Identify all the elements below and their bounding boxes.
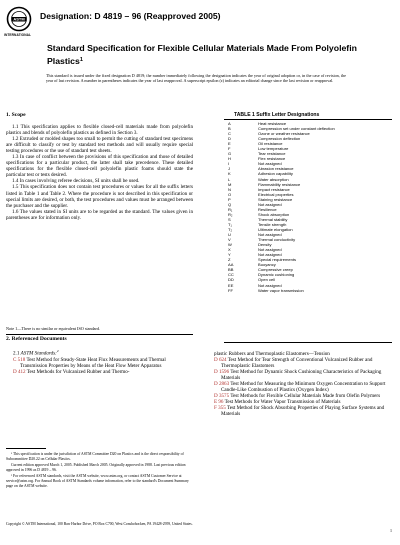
suffix-letter: R₁ bbox=[228, 206, 233, 212]
designation: Designation: D 4819 – 96 (Reapproved 2005) bbox=[40, 11, 221, 21]
suffix-letter: R₂ bbox=[228, 211, 233, 217]
reference-text: Test Method for Shock Absorbing Properties of Playing Surface Systems and Materials bbox=[221, 405, 385, 418]
property-name: Abrasion resistance bbox=[258, 166, 294, 172]
reference-text: Test Method for Measuring the Minimum Oxygen Concentration to Support Candle-Like Combustion of Plastics (Oxygen Index) bbox=[221, 381, 386, 394]
reference-link[interactable]: F 355 bbox=[214, 405, 226, 412]
reference-item bbox=[13, 368, 193, 375]
footnote: Current edition approved March 1, 2005. Published March 2005. Originally approved in 1988. Last previous edition approved in 1996 as D 4819 – 96. bbox=[6, 463, 186, 473]
suffix-letter: BB bbox=[228, 267, 234, 273]
suffix-letter: Z bbox=[228, 257, 231, 263]
table-bottom-rule bbox=[224, 342, 392, 343]
property-name: Flammability resistance bbox=[258, 181, 301, 187]
suffix-letter: FF bbox=[228, 287, 233, 293]
property-name: Water vapor transmission bbox=[258, 287, 304, 293]
suffix-letter: DD bbox=[228, 277, 234, 283]
suffix-letter: Q bbox=[228, 201, 232, 207]
suffix-letter: Y bbox=[228, 252, 231, 258]
paragraph: 1.4 In cases involving referee decisions, SI units shall be used. bbox=[12, 178, 140, 185]
suffix-letter: U bbox=[228, 232, 231, 238]
suffix-letter: S bbox=[228, 216, 231, 222]
property-name: Impact resistance bbox=[258, 186, 290, 192]
property-name: Tear resistance bbox=[258, 151, 286, 157]
property-name: Ultimate elongation bbox=[258, 226, 293, 232]
footnote-divider bbox=[6, 448, 46, 449]
suffix-letter: J bbox=[228, 166, 231, 172]
reference-item bbox=[214, 405, 394, 418]
reference-subheading bbox=[13, 348, 193, 357]
suffix-letter: CC bbox=[228, 272, 234, 278]
property-name: Open cell bbox=[258, 277, 276, 283]
reference-item bbox=[214, 357, 394, 370]
table-row bbox=[224, 288, 392, 293]
reference-text: Test Method for Steady-State Heat Flux Measurements and Thermal Transmission Properties by Means of the Heat Flow Meter Apparatus bbox=[20, 356, 166, 369]
property-name: Low temperature bbox=[258, 146, 289, 152]
suffix-letter: AA bbox=[228, 262, 234, 268]
property-name: Not assigned bbox=[258, 247, 282, 253]
suffix-letter: H bbox=[228, 156, 231, 162]
property-name: Compressive creep bbox=[258, 267, 293, 273]
suffix-letter: F bbox=[228, 146, 231, 152]
property-name: Adhesion capability bbox=[258, 171, 293, 177]
property-name: Thermal conductivity bbox=[258, 237, 296, 243]
suffix-letter: G bbox=[228, 151, 232, 157]
reference-item bbox=[214, 369, 394, 382]
property-name: Heat resistance bbox=[258, 121, 287, 126]
property-name: Staining resistance bbox=[258, 196, 293, 202]
logo-text: INTERNATIONAL bbox=[4, 33, 32, 37]
reference-item bbox=[214, 381, 394, 394]
property-name: Compression deflection bbox=[258, 136, 301, 142]
footnotes bbox=[6, 452, 193, 490]
copyright: Copyright © ASTM International, 100 Barr Harbor Drive, PO Box C700, West Conshohocken, PA 19428-2959, United States. bbox=[6, 522, 193, 526]
reference-text: plastic Rubbers and Thermoplastic Elastomers—Tension bbox=[214, 351, 330, 357]
reference-link[interactable]: D 2863 bbox=[214, 381, 230, 388]
suffix-letter: N bbox=[228, 186, 231, 192]
page-number: 1 bbox=[390, 528, 392, 533]
suffix-letter: P bbox=[228, 196, 231, 202]
reference-text: Test Methods for Vulcanized Rubber and Thermo- bbox=[26, 368, 130, 375]
footnote: ² For referenced ASTM standards, visit the ASTM website, www.astm.org, or contact ASTM Customer Service at service@astm.org. For Annual Book of ASTM Standards volume information, refer to the standard's Document Summary page on the ASTM website. bbox=[6, 474, 189, 489]
property-name: Shock absorption bbox=[258, 211, 290, 217]
property-name: Water absorption bbox=[258, 176, 289, 182]
footnote-mark: 2 bbox=[56, 349, 59, 353]
suffix-letter: O bbox=[228, 191, 232, 197]
reference-text: ASTM Standards: bbox=[20, 350, 57, 357]
footnote: ¹ This specification is under the jurisdiction of ASTM Committee D20 on Plastics and is the direct responsibility of Subcommittee D20.22 on Cellular Plastics. bbox=[6, 452, 184, 461]
references-left bbox=[6, 348, 193, 375]
note: Note 1—There is no similar or equivalent ISO standard. bbox=[6, 326, 101, 331]
paragraph: 1.3 In case of conflict between the provisions of this specification and those of detailed specifications for a particular product, the latter shall take precedence. These detailed specifications for the flexible closed-cell polyolefin plastic foams should state the particular test or tests desired. bbox=[6, 154, 193, 179]
suffix-letter: W bbox=[228, 242, 232, 248]
reference-text: Test Methods for Water Vapor Transmission of Materials bbox=[224, 399, 341, 406]
reference-text: Test Method for Tear Strength of Conventional Vulcanized Rubber and Thermoplastic Elastomers bbox=[221, 357, 373, 370]
suffix-letter: D bbox=[228, 136, 231, 142]
suffix-letter: I bbox=[228, 161, 230, 167]
scope-body bbox=[6, 124, 193, 221]
property-name: Not assigned bbox=[258, 282, 282, 288]
reference-link[interactable]: D 3575 bbox=[214, 393, 230, 400]
reference-link[interactable]: C 518 bbox=[13, 356, 26, 363]
suffix-letter: K bbox=[228, 171, 231, 177]
section-heading-scope: 1. Scope bbox=[6, 112, 26, 118]
property-name: Flex resistance bbox=[258, 156, 286, 162]
title-footnote-mark: 1 bbox=[79, 56, 83, 63]
property-name: Compression set under constant deflection bbox=[258, 126, 335, 132]
reference-link[interactable]: E 96 bbox=[214, 399, 224, 406]
suffix-letter: EE bbox=[228, 282, 234, 288]
reference-code: 2.1 bbox=[13, 350, 20, 357]
reference-link[interactable]: D 412 bbox=[13, 368, 26, 375]
preamble: This standard is issued under the fixed designation D 4819; the number immediately following the designation indicates the year of original adoption or, in the case of revision, the year of last revision. A number in parentheses indicates the year of last reapproval. A superscript epsilon (ε) indicates an editorial change since the last revision or reapproval. bbox=[46, 73, 346, 84]
property-name: Special requirements bbox=[258, 257, 297, 263]
reference-item bbox=[13, 356, 193, 369]
paragraph: 1.1 This specification applies to flexible closed-cell materials made from polyolefin plastics and blends of polyolefin plastics as defined in Section 3. bbox=[6, 124, 193, 137]
divider bbox=[6, 334, 193, 335]
paragraph: 1.2 Extruded or molded shapes too small to permit the cutting of standard test specimens are difficult to classify or test by standard test methods and will usually require special testing procedures or the use of standard test sheets. bbox=[6, 136, 193, 155]
suffix-letter: B bbox=[228, 126, 231, 132]
suffix-letter: L bbox=[228, 176, 231, 182]
reference-text: Test Method for Dynamic Shock Cushioning Characteristics of Packaging Materials bbox=[221, 369, 382, 382]
suffix-letter: M bbox=[228, 181, 232, 187]
paragraph: 1.5 This specification does not contain test procedures or values for all the suffix letters listed in Table 1 and Table 2. Where the procedure is not described in this specification or special limits are desired, or both, the test procedures and values must be arranged between the purchaser and the supplier. bbox=[6, 184, 193, 209]
suffix-letter: V bbox=[228, 237, 231, 243]
property-name: Dynamic cushioning bbox=[258, 272, 295, 278]
property-name: Tensile strength bbox=[258, 221, 287, 227]
suffix-letter: E bbox=[228, 141, 231, 147]
property-name: Not assigned bbox=[258, 252, 282, 258]
table-title: TABLE 1 Suffix Letter Designations bbox=[234, 112, 320, 118]
svg-text:ASTM: ASTM bbox=[13, 16, 25, 22]
title-text: Standard Specification for Flexible Cellular Materials Made From Polyolefin Plastics bbox=[47, 43, 357, 66]
page-title bbox=[47, 43, 387, 67]
property-name: Oil resistance bbox=[258, 141, 283, 147]
astm-logo-icon bbox=[6, 6, 32, 36]
table-top-rule bbox=[224, 119, 392, 120]
paragraph: 1.6 The values stated in SI units are to be regarded as the standard. The values given in parentheses are for information only. bbox=[6, 208, 193, 221]
property-name: Thermal stability bbox=[258, 216, 288, 222]
reference-link[interactable]: D 624 bbox=[214, 357, 227, 364]
property-name: Resilience bbox=[258, 206, 277, 212]
reference-link[interactable]: D 1596 bbox=[214, 369, 230, 376]
property-name: Ozone or weather resistance bbox=[258, 131, 310, 137]
property-name: Not assigned bbox=[258, 161, 282, 167]
property-name: Electrical properties bbox=[258, 191, 294, 197]
suffix-letter: T₂ bbox=[228, 226, 233, 232]
property-name: Not assigned bbox=[258, 232, 282, 238]
suffix-letter: T₁ bbox=[228, 221, 232, 227]
property-name: Buoyancy bbox=[258, 262, 276, 268]
suffix-letter: X bbox=[228, 247, 231, 253]
property-name: Density bbox=[258, 242, 272, 248]
suffix-letter: C bbox=[228, 131, 231, 137]
suffix-letter-table bbox=[224, 121, 392, 293]
suffix-letter: A bbox=[228, 121, 231, 126]
references-right bbox=[207, 351, 394, 418]
property-name: Not assigned bbox=[258, 201, 282, 207]
reference-text: Test Methods for Flexible Cellular Materials Made from Olefin Polymers bbox=[230, 393, 381, 400]
section-heading-referenced-documents: 2. Referenced Documents bbox=[6, 336, 67, 342]
